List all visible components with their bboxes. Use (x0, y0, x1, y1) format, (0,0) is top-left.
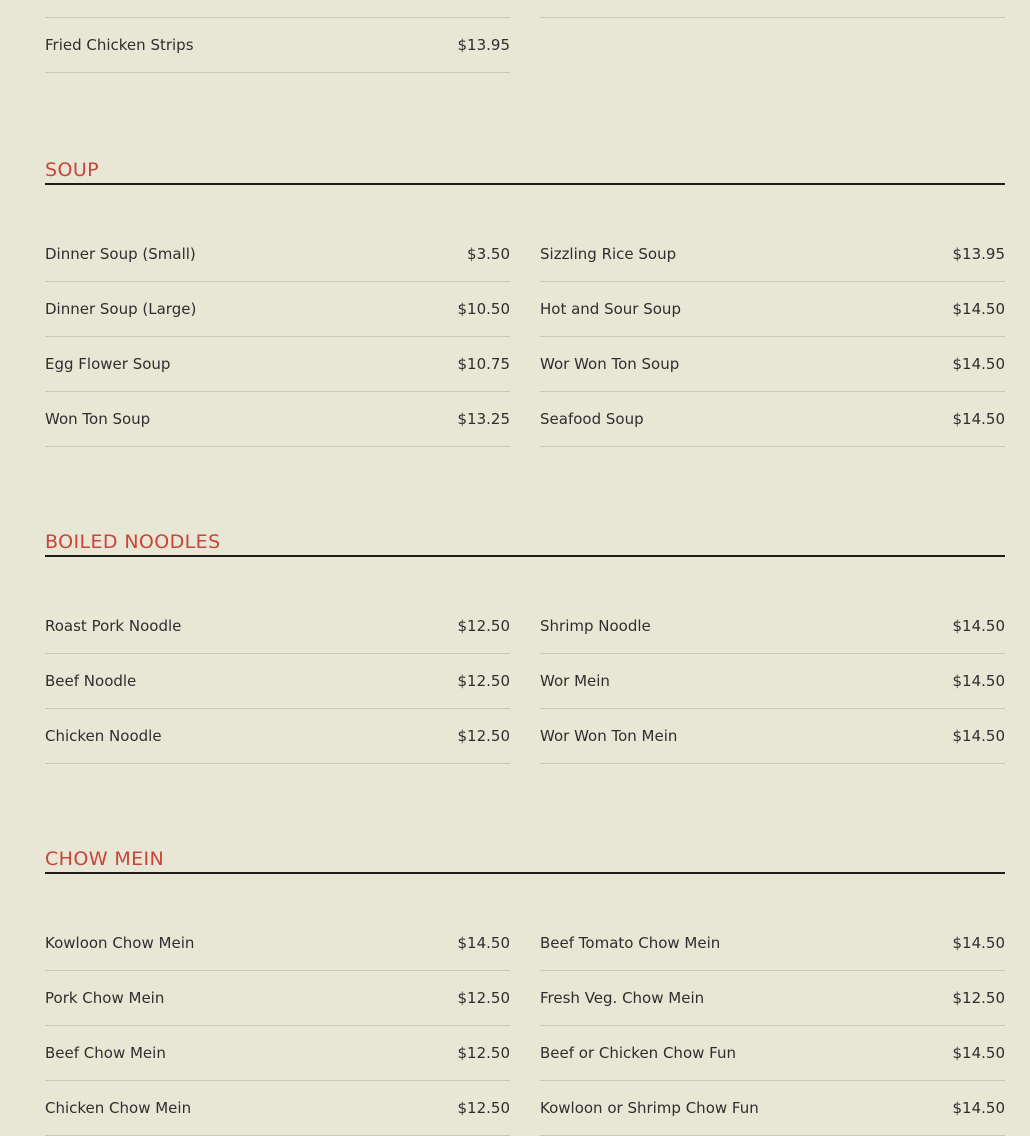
menu-item (45, 282, 510, 337)
item-name: Won Ton Soup (45, 410, 151, 428)
item-price: $10.50 (457, 300, 510, 318)
item-name: Seafood Soup (540, 410, 644, 428)
item-name: Beef Tomato Chow Mein (540, 934, 721, 952)
item-name: Dinner Soup (Large) (45, 300, 197, 318)
menu-item (540, 971, 1005, 1026)
section-header-soup (45, 141, 1005, 185)
item-price: $10.75 (457, 355, 510, 373)
item-name: Roast Pork Noodle (45, 617, 182, 635)
item-name: Wor Won Ton Mein (540, 727, 678, 745)
item-price: $14.50 (952, 727, 1005, 745)
item-name: Egg Flower Soup (45, 355, 171, 373)
menu-item (540, 392, 1005, 447)
item-price: $14.50 (952, 1044, 1005, 1062)
menu-item (540, 337, 1005, 392)
section-title: BOILED NOODLES (45, 531, 221, 553)
menu-item (45, 337, 510, 392)
menu-item (45, 227, 510, 282)
menu-item (540, 709, 1005, 764)
item-price: $14.50 (952, 355, 1005, 373)
item-name: Chicken Chow Mein (45, 1099, 192, 1117)
item-price: $14.50 (952, 1099, 1005, 1117)
item-price: $14.50 (457, 934, 510, 952)
menu-item (45, 599, 510, 654)
menu-item (540, 0, 1005, 18)
item-name: Beef or Chicken Chow Fun (540, 1044, 736, 1062)
menu-item (45, 392, 510, 447)
menu-item (540, 282, 1005, 337)
item-price: $12.50 (457, 1044, 510, 1062)
menu-item (540, 1026, 1005, 1081)
item-price: $12.50 (457, 617, 510, 635)
section-header-boiled-noodles (45, 513, 1005, 557)
item-name: Hot and Sour Soup (540, 300, 681, 318)
item-price: $14.50 (952, 300, 1005, 318)
item-price: $12.50 (457, 672, 510, 690)
item-price: $13.95 (952, 245, 1005, 263)
boiled-noodles-grid (45, 599, 1005, 764)
item-name: Wor Won Ton Soup (540, 355, 680, 373)
menu-item (45, 971, 510, 1026)
menu-item (45, 709, 510, 764)
item-name: Beef Noodle (45, 672, 137, 690)
section-header-chow-mein (45, 830, 1005, 874)
item-name: Fresh Veg. Chow Mein (540, 989, 705, 1007)
item-price: $12.50 (457, 1099, 510, 1117)
item-name: Kowloon Chow Mein (45, 934, 195, 952)
item-name: Wor Mein (540, 672, 610, 690)
item-price: $14.50 (952, 672, 1005, 690)
appetizers-grid (45, 0, 1005, 73)
item-price: $14.50 (952, 617, 1005, 635)
menu-item (45, 1081, 510, 1136)
menu-item (540, 227, 1005, 282)
menu-item (540, 1081, 1005, 1136)
item-name: Pork Chow Mein (45, 989, 165, 1007)
menu-item (540, 916, 1005, 971)
soup-grid (45, 227, 1005, 447)
item-price: $12.50 (457, 989, 510, 1007)
menu-item (45, 654, 510, 709)
menu-item (45, 18, 510, 73)
item-price: $12.50 (952, 989, 1005, 1007)
item-name: Dinner Soup (Small) (45, 245, 196, 263)
item-price: $3.50 (467, 245, 510, 263)
item-price: $14.50 (952, 934, 1005, 952)
menu-page (45, 0, 1005, 1136)
menu-item (45, 916, 510, 971)
menu-item (540, 599, 1005, 654)
item-name: Shrimp Noodle (540, 617, 651, 635)
item-price: $13.25 (457, 410, 510, 428)
menu-item (45, 1026, 510, 1081)
section-title: SOUP (45, 159, 99, 181)
menu-item (45, 0, 510, 18)
item-price: $14.50 (952, 410, 1005, 428)
item-price: $13.95 (457, 36, 510, 54)
item-name: Chicken Noodle (45, 727, 162, 745)
item-name: Kowloon or Shrimp Chow Fun (540, 1099, 759, 1117)
item-name: Fried Chicken Strips (45, 36, 194, 54)
item-name: Sizzling Rice Soup (540, 245, 677, 263)
section-title: CHOW MEIN (45, 848, 165, 870)
item-name: Beef Chow Mein (45, 1044, 166, 1062)
item-price: $12.50 (457, 727, 510, 745)
chow-mein-grid (45, 916, 1005, 1136)
menu-item (540, 654, 1005, 709)
